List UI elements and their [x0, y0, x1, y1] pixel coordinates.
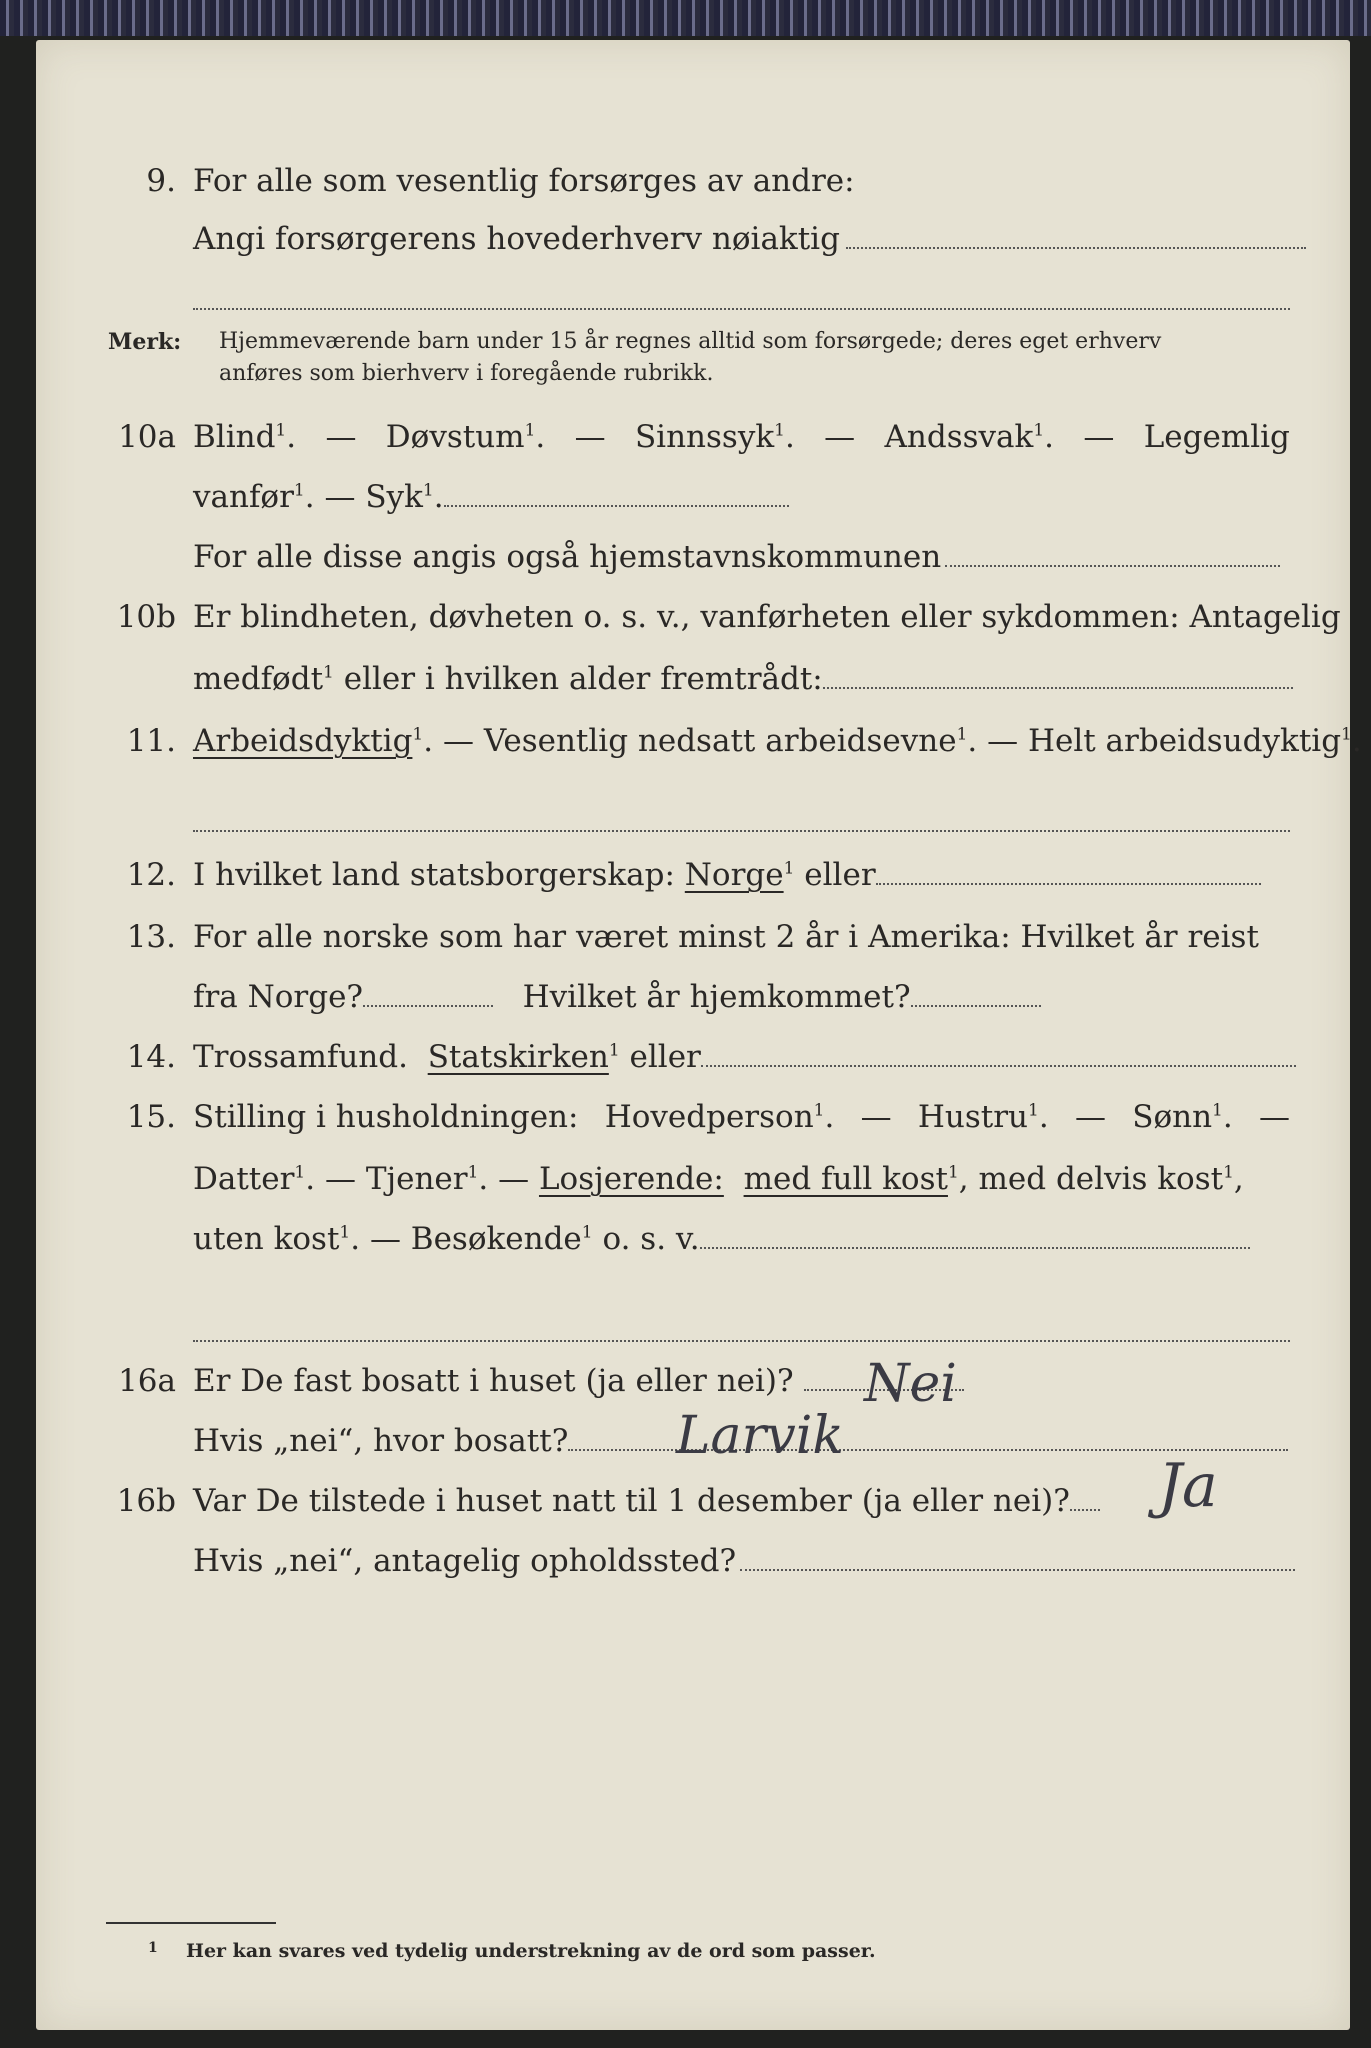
question-number: 12.	[126, 857, 176, 893]
question-9-line1	[36, 152, 1350, 210]
question-number: 15.	[126, 1099, 176, 1135]
question-12: 12. I hvilket land statsborgerskap: Norge$^1$ eller	[36, 846, 1350, 904]
note-text: Hjemmeværende barn under 15 år regnes alltid som forsørgede; deres eget erhverv	[219, 329, 1162, 354]
answer-field[interactable]	[1070, 1485, 1100, 1511]
option-med-full-kost[interactable]: med full kost	[743, 1161, 948, 1197]
question-number: 16a	[118, 1363, 176, 1399]
question-text: eller	[629, 1039, 701, 1075]
answer-field[interactable]	[945, 541, 1280, 567]
question-number: 9.	[146, 163, 176, 199]
footnote-text: Her kan svares ved tydelig understrekning av de ord som passer.	[186, 1940, 876, 1962]
option-norge[interactable]: Norge	[684, 857, 784, 893]
answer-field[interactable]	[823, 663, 1293, 689]
question-number: 11.	[126, 723, 176, 759]
option-besokende[interactable]: Besøkende	[410, 1221, 582, 1257]
option-syk[interactable]: Syk	[365, 479, 423, 515]
question-text: For alle disse angis også hjemstavnskommunen	[193, 539, 942, 575]
question-13-line1	[36, 908, 1350, 966]
answer-field[interactable]	[363, 981, 493, 1007]
option-nedsatt-arbeidsevne[interactable]: Vesentlig nedsatt arbeidsevne	[483, 723, 957, 759]
census-form-page	[36, 40, 1362, 2030]
question-text: o. s. v.	[602, 1221, 700, 1257]
question-text: Er blindheten, døvheten o. s. v., vanførheten eller sykdommen: Antagelig	[193, 599, 1341, 635]
question-16a-line1	[36, 1352, 1350, 1414]
answer-field[interactable]	[193, 308, 1290, 310]
question-number: 16b	[116, 1483, 176, 1519]
option-legemlig[interactable]: Legemlig	[1143, 419, 1290, 455]
option-uten-kost[interactable]: uten kost	[193, 1221, 340, 1257]
answer-field[interactable]	[911, 981, 1041, 1007]
question-text: eller	[804, 857, 876, 893]
answer-field[interactable]	[444, 481, 789, 507]
scan-border	[0, 0, 1371, 36]
question-13-line2	[36, 968, 1350, 1026]
option-andssvak[interactable]: Andssvak	[884, 419, 1034, 455]
question-text: Hvilket år hjemkommet?	[522, 979, 911, 1015]
option-losjerende[interactable]: Losjerende:	[538, 1161, 724, 1197]
question-number: 13.	[126, 919, 176, 955]
option-medfodt[interactable]: medfødt	[193, 661, 324, 697]
answer-field[interactable]	[193, 830, 1290, 832]
question-15-line1: 15. Stilling i husholdningen: Hovedperson$^1$. — Hustru$^1$. — Sønn$^1$. —	[36, 1088, 1350, 1146]
question-10a-line1: 10a Blind$^1$. — Døvstum$^1$. — Sinnssyk$^1$. — Andssvak$^1$. — Legemlig	[36, 408, 1350, 466]
question-text: Hvis „nei“, antagelig opholdssted?	[193, 1543, 737, 1579]
answer-field[interactable]	[701, 1041, 1296, 1067]
question-text: Er De fast bosatt i huset (ja eller nei)?	[193, 1363, 794, 1399]
question-10a-line2: vanfør$^1$. — Syk$^1$.	[36, 468, 1350, 526]
question-number: 10b	[116, 599, 176, 635]
answer-field[interactable]	[876, 859, 1261, 885]
question-text: Trossamfund.	[193, 1039, 408, 1075]
question-text: fra Norge?	[193, 979, 364, 1015]
option-tjener[interactable]: Tjener	[365, 1161, 468, 1197]
question-number: 10a	[118, 419, 176, 455]
question-text: I hvilket land statsborgerskap:	[193, 857, 675, 893]
question-number: 14.	[126, 1039, 176, 1075]
option-statskirken[interactable]: Statskirken	[427, 1039, 609, 1075]
question-9-line2	[36, 210, 1350, 268]
option-dovstum[interactable]: Døvstum	[385, 419, 525, 455]
note-label: Merk:	[108, 329, 182, 355]
option-arbeidsdyktig[interactable]: Arbeidsdyktig	[193, 723, 413, 759]
option-arbeidsudyktig[interactable]: Helt arbeidsudyktig	[1027, 723, 1342, 759]
option-hovedperson[interactable]: Hovedperson	[604, 1099, 814, 1135]
question-text: Stilling i husholdningen:	[193, 1099, 579, 1135]
option-hustru[interactable]: Hustru	[917, 1099, 1029, 1135]
handwritten-answer: Nei	[864, 1354, 957, 1414]
question-text: Hvis „nei“, hvor bosatt?	[193, 1423, 569, 1459]
handwritten-answer: Larvik	[676, 1406, 844, 1466]
option-blind[interactable]: Blind	[193, 419, 276, 455]
option-med-delvis-kost[interactable]: med delvis kost	[978, 1161, 1224, 1197]
question-11: 11. Arbeidsdyktig$^1$. — Vesentlig nedsatt arbeidsevne$^1$. — Helt arbeidsudyktig$^1$.	[36, 712, 1350, 770]
option-sonn[interactable]: Sønn	[1132, 1099, 1213, 1135]
answer-field[interactable]	[193, 1340, 1290, 1342]
handwritten-answer: Ja	[1158, 1451, 1218, 1521]
question-text: For alle som vesentlig forsørges av andre:	[193, 163, 855, 199]
question-15-line3: uten kost$^1$. — Besøkende$^1$ o. s. v.	[36, 1210, 1350, 1268]
question-16b-line2	[36, 1532, 1350, 1590]
option-sinnssyk[interactable]: Sinnssyk	[634, 419, 775, 455]
question-10a-line3	[36, 528, 1350, 586]
question-14: 14. Trossamfund. Statskirken$^1$ eller	[36, 1028, 1350, 1086]
question-10b-line2: medfødt$^1$ eller i hvilken alder fremtrådt:	[36, 650, 1350, 708]
footnote-mark: 1	[148, 1940, 158, 1956]
question-15-line2: Datter$^1$. — Tjener$^1$. — Losjerende: med full kost$^1$, med delvis kost$^1$,	[193, 1161, 1244, 1197]
question-text: Angi forsørgerens hovederhverv nøiaktig	[193, 221, 840, 257]
question-10b-line1	[36, 588, 1350, 646]
answer-field[interactable]	[846, 223, 1306, 249]
question-text: eller i hvilken alder fremtrådt:	[343, 661, 823, 697]
answer-field[interactable]	[700, 1223, 1250, 1249]
answer-field[interactable]	[740, 1545, 1295, 1571]
option-vanfor[interactable]: vanfør	[193, 479, 294, 515]
footnote-rule	[106, 1922, 276, 1924]
note-text: anføres som bierhverv i foregående rubrikk.	[219, 361, 714, 386]
question-text: For alle norske som har været minst 2 år i Amerika: Hvilket år reist	[193, 919, 1259, 955]
question-text: Var De tilstede i huset natt til 1 desember (ja eller nei)?	[193, 1483, 1070, 1519]
question-16b-line1	[36, 1472, 1350, 1530]
option-datter[interactable]: Datter	[193, 1161, 295, 1197]
